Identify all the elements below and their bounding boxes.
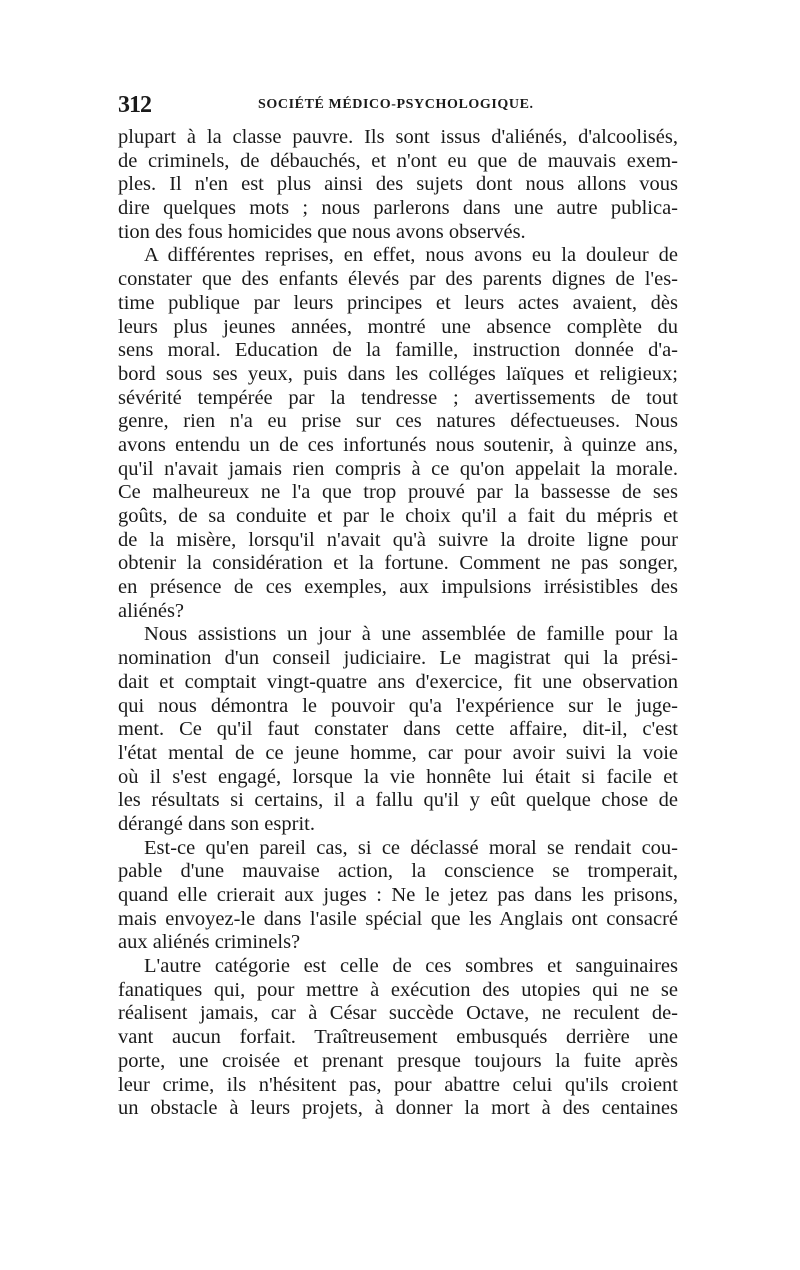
text-line: avons entendu un de ces infortunés nous soutenir, à quinze ans, — [118, 433, 678, 456]
text-line: constater que des enfants élevés par des parents dignes de l'es- — [118, 268, 678, 291]
text-line: sévérité tempérée par la tendresse ; avertissements de tout — [118, 386, 678, 409]
text-line: aliénés? — [118, 599, 185, 622]
page-number: 312 — [118, 92, 151, 118]
text-line: de la misère, lorsqu'il n'avait qu'à suivre la droite ligne pour — [118, 528, 678, 551]
text-line: obtenir la considération et la fortune. Comment ne pas songer, — [118, 552, 678, 575]
text-line: bord sous ses yeux, puis dans les colléges laïques et religieux; — [118, 362, 678, 385]
text-line: time publique par leurs principes et leurs actes avaient, dès — [118, 291, 678, 314]
text-line: leur crime, ils n'hésitent pas, pour abattre celui qu'ils croient — [118, 1073, 678, 1096]
paragraph-start-line: Nous assistions un jour à une assemblée de famille pour la — [144, 623, 678, 646]
text-line: sens moral. Education de la famille, instruction donnée d'a- — [118, 339, 678, 362]
text-line: pable d'une mauvaise action, la conscience se tromperait, — [118, 860, 678, 883]
text-line: nomination d'un conseil judiciaire. Le magistrat qui la prési- — [118, 647, 678, 670]
text-line: aux aliénés criminels? — [118, 931, 301, 954]
paragraph-start-line: L'autre catégorie est celle de ces sombres et sanguinaires — [144, 955, 678, 978]
running-header — [118, 92, 678, 122]
text-line: mais envoyez-le dans l'asile spécial que les Anglais ont consacré — [118, 907, 678, 930]
text-line: l'état mental de ce jeune homme, car pour avoir suivi la voie — [118, 741, 678, 764]
text-line: de criminels, de débauchés, et n'ont eu que de mauvais exem- — [118, 149, 678, 172]
text-line: dait et comptait vingt-quatre ans d'exercice, fit une observation — [118, 670, 678, 693]
paragraph-start-line: A différentes reprises, en effet, nous avons eu la douleur de — [144, 244, 678, 267]
text-line: qu'il n'avait jamais rien compris à ce qu'on appelait la morale. — [118, 457, 678, 480]
text-line: un obstacle à leurs projets, à donner la mort à des centaines — [118, 1097, 678, 1120]
text-line: ment. Ce qu'il faut constater dans cette affaire, dit-il, c'est — [118, 718, 678, 741]
text-line: leurs plus jeunes années, montré une absence complète du — [118, 315, 678, 338]
text-line: qui nous démontra le pouvoir qu'a l'expérience sur le juge- — [118, 694, 678, 717]
text-line: porte, une croisée et prenant presque toujours la fuite après — [118, 1049, 678, 1072]
running-title: SOCIÉTÉ MÉDICO-PSYCHOLOGIQUE. — [258, 97, 534, 112]
text-line: goûts, de sa conduite et par le choix qu'il a fait du mépris et — [118, 505, 678, 527]
text-line: plupart à la classe pauvre. Ils sont issus d'aliénés, d'alcoolisés, — [118, 126, 678, 148]
paragraph-start-line: Est-ce qu'en pareil cas, si ce déclassé moral se rendait cou- — [144, 836, 678, 859]
text-line: ples. Il n'en est plus ainsi des sujets dont nous allons vous — [118, 173, 678, 196]
text-line: vant aucun forfait. Traîtreusement embusqués derrière une — [118, 1026, 678, 1049]
text-line: tion des fous homicides que nous avons observés. — [118, 220, 526, 243]
text-line: les résultats si certains, il a fallu qu'il y eût quelque chose de — [118, 789, 678, 812]
text-line: Ce malheureux ne l'a que trop prouvé par la bassesse de ses — [118, 481, 678, 504]
text-line: dérangé dans son esprit. — [118, 812, 315, 835]
text-line: où il s'est engagé, lorsque la vie honnête lui était si facile et — [118, 765, 678, 788]
text-line: réalisent jamais, car à César succède Octave, ne reculent de- — [118, 1002, 678, 1025]
text-line: genre, rien n'a eu prise sur ces natures défectueuses. Nous — [118, 410, 678, 433]
text-line: en présence de ces exemples, aux impulsions irrésistibles des — [118, 576, 678, 599]
body-text — [118, 126, 678, 1121]
text-line: quand elle crierait aux juges : Ne le jetez pas dans les prisons, — [118, 884, 678, 906]
text-line: dire quelques mots ; nous parlerons dans une autre publica- — [118, 197, 678, 220]
text-line: fanatiques qui, pour mettre à exécution des utopies qui ne se — [118, 978, 678, 1001]
